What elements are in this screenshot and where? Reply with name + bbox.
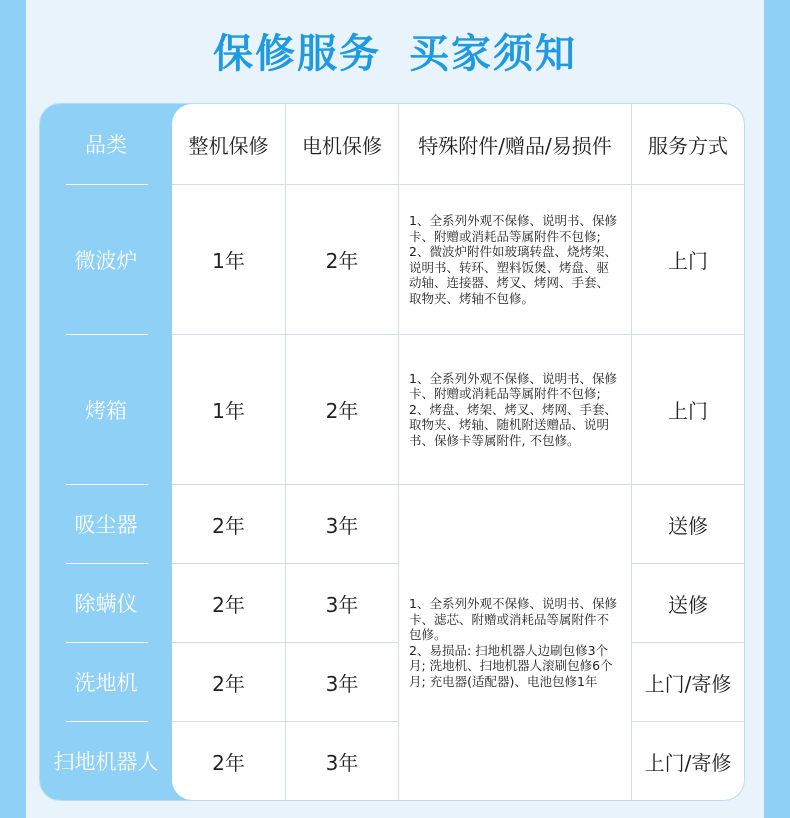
oven-service-method: 上门 [632, 335, 744, 485]
vacuum-motor-warranty: 3年 [286, 485, 399, 564]
warranty-table [40, 104, 744, 800]
floor-washer-motor-warranty: 3年 [286, 643, 399, 722]
vacuum-whole-warranty: 2年 [172, 485, 286, 564]
table-body [172, 104, 744, 800]
mite-remover-motor-warranty: 3年 [286, 564, 399, 643]
microwave-service-method: 上门 [632, 185, 744, 335]
page-title [0, 22, 790, 79]
oven-motor-warranty: 2年 [286, 335, 399, 485]
floor-washer-whole-warranty: 2年 [172, 643, 286, 722]
microwave-special-note [399, 185, 632, 335]
category-floor-washer: 洗地机 [74, 671, 138, 695]
microwave-note-text: 1、全系列外观不保修、说明书、保修卡、附赠或消耗品等属附件不包修; 2、微波炉附件如玻璃转盘、烧烤架、说明书、转环、塑料饭煲、烤盘、驱动轴、连接器、烤叉、烤网、手套、取物夹、烤轴不包修。 [409, 213, 617, 306]
category-oven: 烤箱 [85, 398, 127, 423]
mite-remover-service-method: 送修 [632, 564, 744, 643]
header-whole-warranty: 整机保修 [172, 104, 286, 185]
robot-vacuum-service-method: 上门/寄修 [644, 750, 732, 775]
category-vacuum: 吸尘器 [74, 513, 138, 537]
shared-special-note [399, 485, 632, 800]
floor-washer-service-method: 上门/寄修 [632, 643, 744, 722]
title-part-warranty: 保修服务 [213, 31, 381, 77]
category-microwave: 微波炉 [74, 248, 138, 273]
shared-note-text: 1、全系列外观不保修、说明书、保修卡、滤芯、附赠或消耗品等属附件不包修。 2、易损品: 扫地机器人边刷包修3个月; 洗地机、扫地机器人滚刷包修6个月; 充电器(适配器)、电池包修1年 [409, 596, 617, 689]
category-mite-remover: 除螨仪 [74, 592, 138, 616]
robot-vacuum-motor-warranty: 3年 [286, 722, 399, 800]
vacuum-service-method: 送修 [632, 485, 744, 564]
header-special-parts: 特殊附件/赠品/易损件 [399, 104, 632, 185]
oven-note-text: 1、全系列外观不保修、说明书、保修卡、附赠或消耗品等属附件不包修; 2、烤盘、烤架、烤叉、烤网、手套、取物夹、烤轴、随机附送赠品、说明书、保修卡等属附件, 不包修。 [409, 370, 617, 448]
category-column [40, 104, 172, 800]
header-category: 品类 [85, 133, 127, 157]
mite-remover-whole-warranty: 2年 [172, 564, 286, 643]
header-motor-warranty: 电机保修 [286, 104, 399, 185]
title-part-buyer-notice: 买家须知 [409, 31, 577, 77]
microwave-whole-warranty: 1年 [172, 185, 286, 335]
oven-whole-warranty: 1年 [172, 335, 286, 485]
oven-special-note [399, 335, 632, 485]
right-edge-band [764, 0, 790, 818]
header-service-method: 服务方式 [632, 104, 744, 185]
robot-vacuum-whole-warranty: 2年 [172, 722, 286, 800]
left-edge-band [0, 0, 26, 818]
category-robot-vacuum: 扫地机器人 [53, 750, 159, 774]
microwave-motor-warranty: 2年 [286, 185, 399, 335]
